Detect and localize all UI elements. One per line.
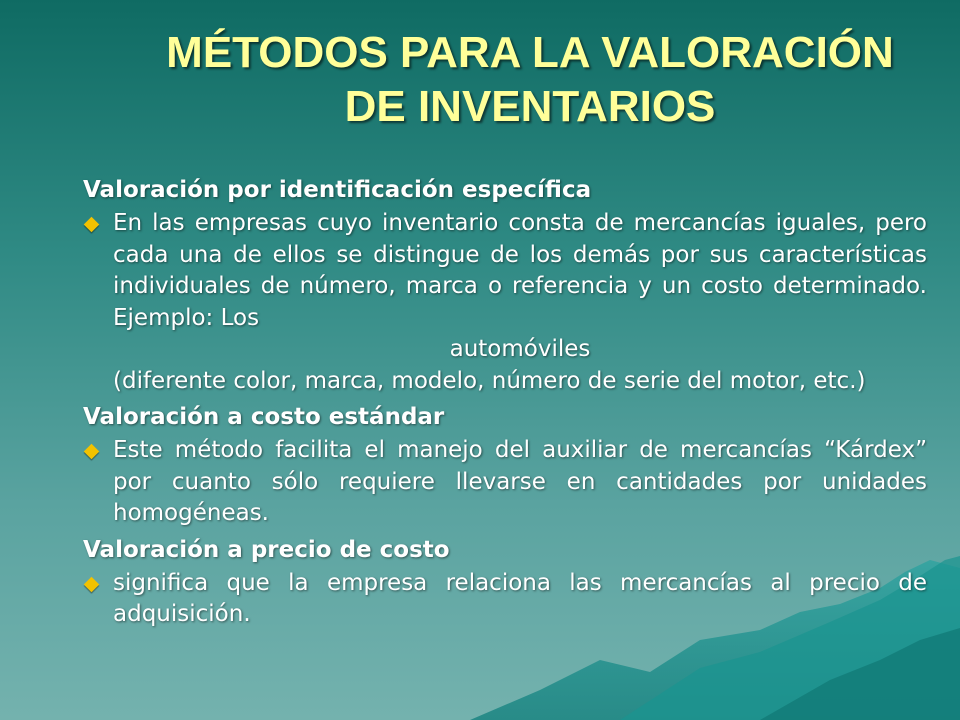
bullet-text-precio-costo: significa que la empresa relaciona las mercancías al precio de adquisición.: [113, 569, 927, 627]
slide-title-line-1: MÉTODOS PARA LA VALORACIÓN: [166, 28, 894, 77]
bullet-text-costo-estandar: Este método facilita el manejo del auxiliar de mercancías “Kárdex” por cuanto sólo requiere llevarse en cantidades por unidades homogéneas.: [113, 437, 927, 526]
diamond-bullet-icon: [84, 444, 100, 460]
diamond-bullet-icon: [84, 576, 100, 592]
diamond-bullet-icon: [84, 217, 100, 233]
slide-title-line-2: DE INVENTARIOS: [344, 82, 716, 131]
bullet-text-identificacion-1: En las empresas cuyo inventario consta de mercancías iguales, pero cada una de ellos se distingue de los demás por sus características individuales de número, marca o referencia y un costo determinado. Ejemplo: Los: [113, 210, 927, 331]
bullet-item-costo-estandar: [83, 435, 927, 530]
section-heading-costo-estandar: Valoración a costo estándar: [83, 404, 445, 430]
bullet-text-identificacion-2: automóviles: [449, 336, 591, 362]
bullet-item-identificacion: [83, 208, 927, 397]
slide-content: [83, 170, 927, 635]
section-heading-precio-costo: Valoración a precio de costo: [83, 536, 450, 563]
bullet-text-identificacion-3: (diferente color, marca, modelo, número de serie del motor, etc.): [113, 367, 866, 394]
slide-title: [120, 26, 940, 134]
section-heading-identificacion: Valoración por identificación específica: [83, 177, 592, 203]
bullet-item-precio-costo: [83, 568, 927, 631]
